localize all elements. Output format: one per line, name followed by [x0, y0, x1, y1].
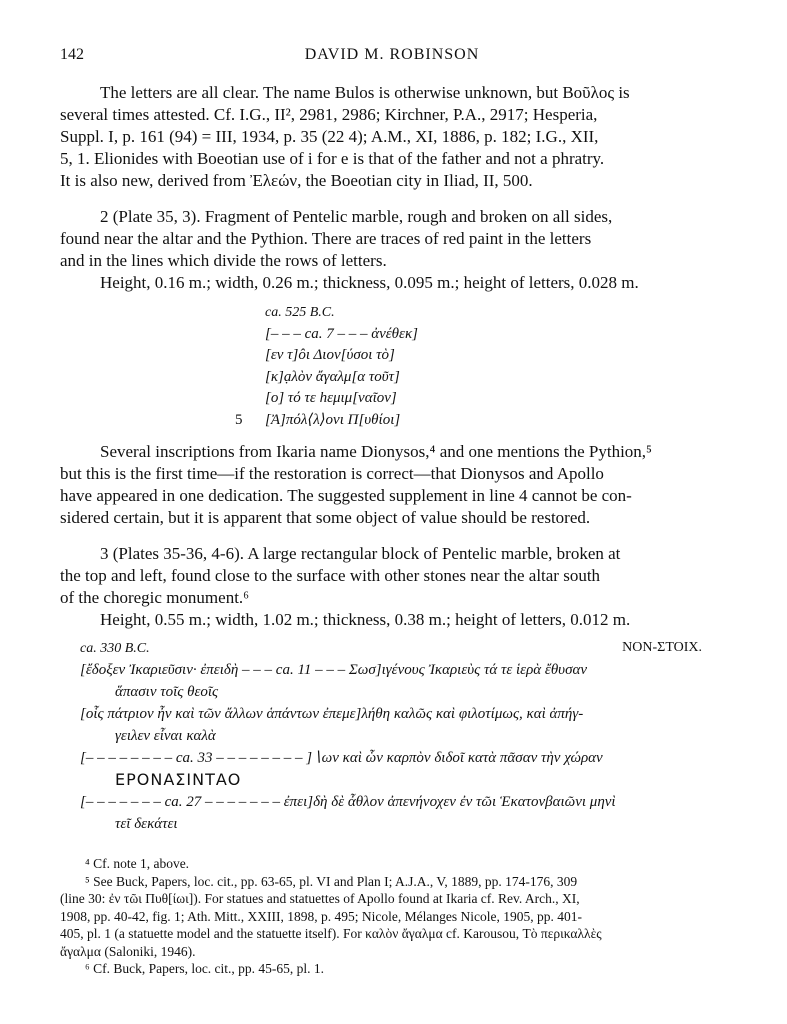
inscription-line: [οἷς πάτριον ἦν καὶ τῶν ἄλλων ἁπάντων ἐπεμε]λήθη καλῶς καὶ φιλοτίμως, καὶ ἀπήγ- [80, 706, 584, 722]
inscription-line: [ἔδοξεν Ἰκαριεῦσιν· ἐπειδὴ – – – ca. 11 – – – Σωσ]ιγένους Ἰκαριεὺς τά τε ἱερὰ ἔθυσαν [80, 662, 587, 678]
text-line: but this is the first time—if the restoration is correct—that Dionysos and Apollo [60, 464, 604, 483]
inscription-line [265, 388, 724, 410]
line-text: [ο] τό τε hεμιμ[ναῖον] [265, 390, 397, 406]
intro-paragraph [60, 82, 724, 192]
footnotes [60, 855, 724, 978]
text-line: sidered certain, but it is apparent that some object of value should be restored. [60, 508, 591, 527]
text-line: It is also new, derived from Ἐλεών, the Boeotian city in Iliad, II, 500. [60, 171, 533, 190]
footnote-5-continued: (line 30: ἐν τῶι Πυθ[ίωι]). For statues and statuettes of Apollo found at Ikaria cf. Rev. Arch., XI, [60, 891, 580, 906]
line-text: [Ἀ]πόλ⟨λ⟩ονι Π[υθίοι] [265, 411, 401, 428]
item-3-dimensions: Height, 0.55 m.; width, 1.02 m.; thickness, 0.38 m.; height of letters, 0.012 m. [100, 610, 631, 629]
inscription-line: γειλεν εἶναι καλὰ [115, 728, 216, 744]
line-number: 5 [235, 411, 243, 428]
footnote-5-continued: 1908, pp. 40-42, fig. 1; Ath. Mitt., XXIII, 1898, p. 495; Nicole, Mélanges Nicole, 1905, pp. 401- [60, 908, 582, 924]
text-line: Suppl. I, p. 161 (94) = III, 1934, p. 35 (22 4); A.M., XI, 1886, p. 182; I.G., XII, [60, 127, 599, 146]
footnote-4: ⁴ Cf. note 1, above. [85, 856, 190, 871]
inscription-line [265, 367, 724, 389]
text-line: found near the altar and the Pythion. There are traces of red paint in the letters [60, 229, 592, 248]
inscription-line [265, 345, 724, 367]
text-line: of the choregic monument.⁶ [60, 588, 250, 607]
text-line: 3 (Plates 35-36, 4-6). A large rectangular block of Pentelic marble, broken at [100, 544, 621, 563]
footnote-5-continued: 405, pl. 1 (a statuette model and the statuette itself). For καλὸν ἄγαλμα cf. Karousou, Τὸ περικαλλὲς [60, 926, 602, 941]
line-text: [– – – ca. 7 – – – ἀνέθεκ] [265, 325, 419, 342]
text-line: 5, 1. Elionides with Boeotian use of i for e is that of the father and not a phratry. [60, 149, 605, 168]
inscription-line: [– – – – – – – ca. 27 – – – – – – – ἐπει]δὴ δὲ ἆθλον ἀπενήνοχεν ἐν τῶι Ἑκατονβαιῶνι μηνὶ [80, 794, 616, 810]
text-line: the top and left, found close to the surface with other stones near the altar south [60, 566, 601, 585]
text-line: The letters are all clear. The name Bulos is otherwise unknown, but Βοῦλος is [100, 83, 630, 102]
inscription-line [265, 324, 724, 346]
inscription-line: [– – – – – – – – ca. 33 – – – – – – – – ]∖ων καὶ ὧν καρπὸν διδοῖ κατὰ πᾶσαν τὴν χώραν [80, 750, 603, 766]
item-3-paragraph [60, 543, 724, 609]
inscription-date: ca. 525 B.C. [265, 305, 335, 320]
footnote-5: ⁵ See Buck, Papers, loc. cit., pp. 63-65, pl. VI and Plan I; A.J.A., V, 1889, pp. 174-176, 309 [85, 873, 578, 889]
inscription-line-capitals: ΕΡΟΝΑΣΙΝΤΑΟ [115, 770, 242, 789]
inscription-2 [235, 302, 724, 431]
footnote-6: ⁶ Cf. Buck, Papers, loc. cit., pp. 45-65, pl. 1. [85, 961, 325, 976]
inscription-line: ἅπασιν τοῖς θεοῖς [115, 684, 219, 700]
page-number: 142 [60, 46, 84, 63]
text-line: and in the lines which divide the rows of letters. [60, 251, 387, 270]
text-line: several times attested. Cf. I.G., II², 2981, 2986; Kirchner, P.A., 2917; Hesperia, [60, 105, 598, 124]
text-line: Several inscriptions from Ikaria name Dionysos,⁴ and one mentions the Pythion,⁵ [100, 442, 652, 461]
inscription-line [235, 410, 724, 432]
footnote-5-continued: ἄγαλμα (Saloniki, 1946). [60, 943, 196, 959]
page [60, 44, 724, 978]
item-2-discussion [60, 441, 724, 529]
text-line: 2 (Plate 35, 3). Fragment of Pentelic marble, rough and broken on all sides, [100, 207, 613, 226]
inscription-date: ca. 330 B.C. [80, 641, 150, 656]
non-stoichedon-label: NON-ΣTOIX. [622, 640, 702, 655]
running-title: DAVID M. ROBINSON [304, 46, 480, 63]
item-2-dimensions: Height, 0.16 m.; width, 0.26 m.; thickness, 0.095 m.; height of letters, 0.028 m. [100, 273, 639, 292]
line-text: [κ]ạλὸν ἄγαλμ[α τοῦτ] [265, 368, 400, 385]
text-line: have appeared in one dedication. The suggested supplement in line 4 cannot be con- [60, 486, 632, 505]
page-header [60, 44, 724, 68]
inscription-line: τεῖ δεκάτει [115, 816, 178, 832]
item-2-paragraph [60, 206, 724, 272]
inscription-3 [60, 637, 724, 835]
line-text: [εν τ]ôι Διον[ύσοι τὸ] [265, 347, 395, 363]
